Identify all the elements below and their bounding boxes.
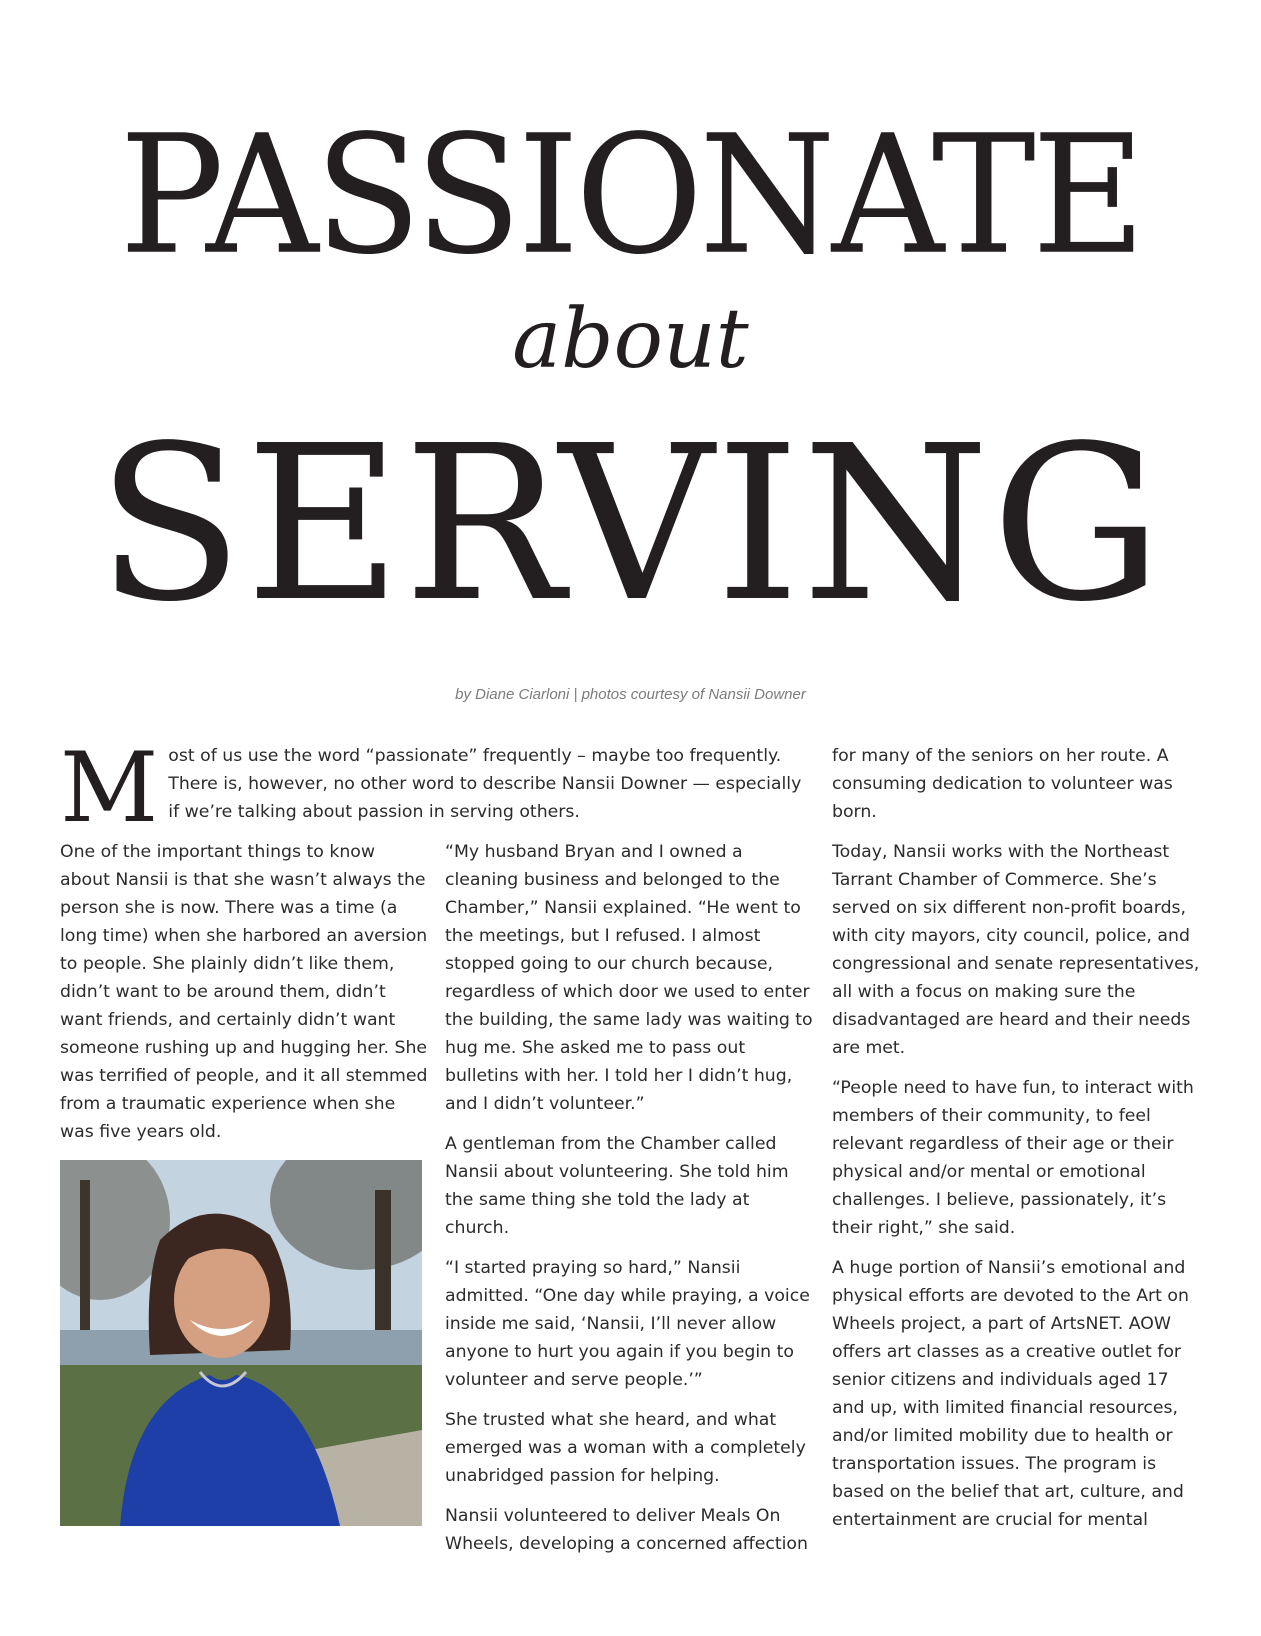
- intro-paragraph: [60, 732, 806, 844]
- headline-line-2: SERVING: [96, 400, 1165, 649]
- column-1: [60, 838, 430, 1158]
- paragraph: One of the important things to know about Nansii is that she wasn’t always the person she is now. There was a time (a long time) when she harbored an aversion to people. She plainly didn’t like them, didn’t want to be around them, didn’t want friends, and certainly didn’t want someone rushing up and hugging her. She was terrified of people, and it all stemmed from a traumatic experience when she was five years old.: [60, 842, 428, 1142]
- paragraph: Nansii volunteered to deliver Meals On Wheels, developing a concerned affection: [445, 1506, 808, 1554]
- paragraph: “I started praying so hard,” Nansii admitted. “One day while praying, a voice inside me said, ‘Nansii, I’ll never allow anyone to hurt you again if you begin to volunteer and serve people.’”: [445, 1258, 810, 1390]
- intro-text: ost of us use the word “passionate” frequently – maybe too frequently. There is, however, no other word to describe Nansii Downer — especially if we’re talking about passion in serving others.: [168, 746, 802, 822]
- paragraph: A huge portion of Nansii’s emotional and physical efforts are devoted to the Art on Wheels project, a part of ArtsNET. AOW offers art classes as a creative outlet for senior citizens and individuals aged 17 and up, with limited financial resources, and/or limited mobility due to health or transportation issues. The program is based on the belief that art, culture, and entertainment are crucial for mental: [832, 1258, 1189, 1530]
- drop-cap: M: [60, 732, 159, 844]
- paragraph: “My husband Bryan and I owned a cleaning business and belonged to the Chamber,” Nansii explained. “He went to the meetings, but I refused. I almost stopped going to our church because, regardless of which door we used to enter the building, the same lady was waiting to hug me. She asked me to pass out bulletins with her. I told her I didn’t hug, and I didn’t volunteer.”: [445, 842, 813, 1114]
- paragraph: for many of the seniors on her route. A consuming dedication to volunteer was born.: [832, 746, 1173, 822]
- portrait-photo-illustration: [60, 1160, 422, 1526]
- column-2: [445, 838, 815, 1570]
- paragraph: She trusted what she heard, and what emerged was a woman with a completely unabridged passion for helping.: [445, 1410, 806, 1486]
- paragraph: Today, Nansii works with the Northeast Tarrant Chamber of Commerce. She’s served on six different non-profit boards, with city mayors, city council, police, and congressional and senate representatives, all with a focus on making sure the disadvantaged are heard and their needs are met.: [832, 842, 1200, 1058]
- portrait-photo: [60, 1160, 422, 1526]
- paragraph: “People need to have fun, to interact with members of their community, to feel relevant regardless of their age or their physical and/or mental or emotional challenges. I believe, passionately, it’s their right,” she said.: [832, 1078, 1194, 1238]
- byline: by Diane Ciarloni | photos courtesy of Nansii Downer: [455, 686, 806, 703]
- headline-script-word: about: [512, 292, 749, 387]
- headline-line-1: PASSIONATE: [119, 99, 1142, 291]
- column-3: [832, 742, 1204, 1546]
- paragraph: A gentleman from the Chamber called Nansii about volunteering. She told him the same thing she told the lady at church.: [445, 1134, 789, 1238]
